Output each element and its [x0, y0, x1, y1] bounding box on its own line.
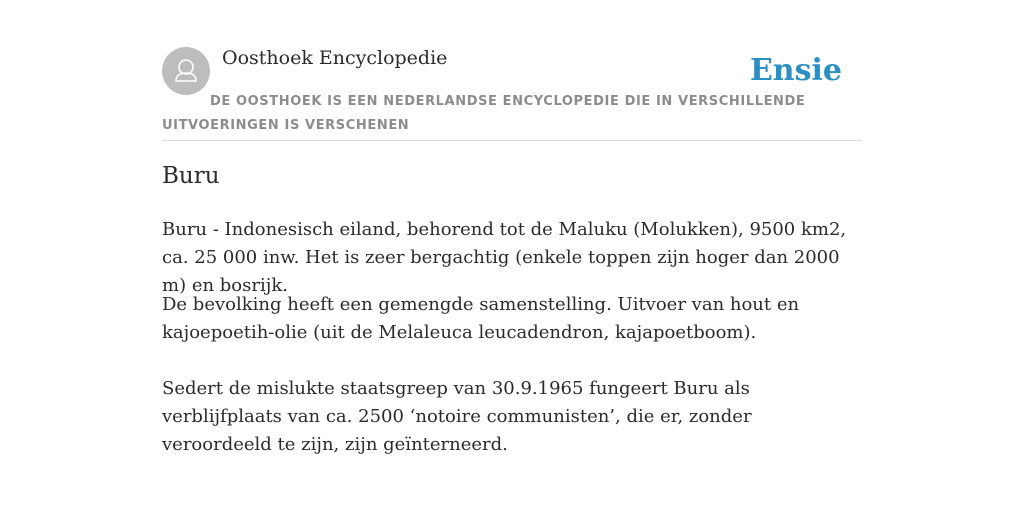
article-title: Buru	[162, 163, 220, 189]
page	[162, 0, 862, 455]
user-icon	[162, 47, 210, 95]
site-tagline: DE OOSTHOEK IS EEN NEDERLANDSE ENCYCLOPEDIE DIE IN VERSCHILLENDE UITVOERINGEN IS VERSCHENEN	[162, 94, 806, 133]
avatar[interactable]	[162, 47, 210, 95]
article-paragraph: Sedert de mislukte staatsgreep van 30.9.1965 fungeert Buru als verblijfplaats van ca. 2500 ‘notoire communisten’, die er, zonder veroordeeld te zijn, zijn geïnterneerd.	[162, 378, 752, 455]
article-paragraph: Buru - Indonesisch eiland, behorend tot de Maluku (Molukken), 9500 km2, ca. 25 000 inw. Het is zeer bergachtig (enkele toppen zijn hoger dan 2000 m) en bosrijk.	[162, 219, 847, 296]
article-paragraph: De bevolking heeft een gemengde samenstelling. Uitvoer van hout en kajoepoetih-olie (uit de Melaleuca leucadendron, kajapoetboom).	[162, 294, 800, 343]
brand-logo[interactable]: Ensie	[749, 53, 842, 88]
header	[162, 0, 862, 141]
site-name[interactable]: Oosthoek Encyclopedie	[222, 47, 448, 69]
